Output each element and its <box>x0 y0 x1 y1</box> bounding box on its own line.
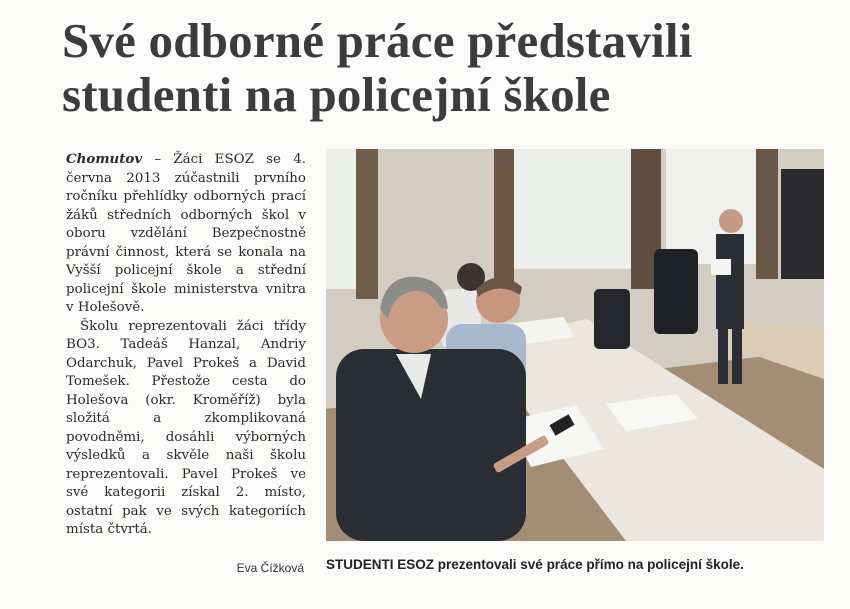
headline-line-2: studenti na policejní škole <box>62 67 611 122</box>
photo-presenter-head <box>719 209 743 233</box>
photo-presenter-leg-1 <box>718 324 728 384</box>
article-photo <box>326 149 824 541</box>
photo-window-right <box>666 149 758 264</box>
headline <box>62 14 822 122</box>
article-paragraph-1-text: – Žáci ESOZ se 4. června 2013 zúčastnili prvního ročníku přehlídky odborných prací žáků středních odborných škol v oboru vzdělání Bezpečnostně právní činnost, která se konala na Vyšší policejní škole a střední policejní škole ministerstva vnitra v Holešově. <box>66 152 306 315</box>
article-paragraph-1 <box>66 150 306 318</box>
photo-presenter-body <box>716 234 744 329</box>
photo-curtain-4 <box>756 149 778 279</box>
photo-caption <box>326 557 826 572</box>
article-body <box>66 150 306 540</box>
photo-person-front-body <box>336 349 526 541</box>
photo-chair-2 <box>594 289 630 349</box>
photo-curtain-1 <box>356 149 378 299</box>
photo-presenter-leg-2 <box>732 324 742 384</box>
photo-presenter-paper <box>711 259 731 275</box>
photo-chair-1 <box>654 249 698 334</box>
caption-text: prezentovali své práce přímo na policejní škole. <box>434 557 744 572</box>
byline: Eva Čížková <box>236 561 304 575</box>
photo-curtain-2 <box>494 149 514 284</box>
headline-line-1: Své odborné práce představili <box>62 13 693 68</box>
caption-lead: STUDENTI ESOZ <box>326 557 435 572</box>
photo-board <box>781 169 824 279</box>
classroom-photo-illustration <box>326 149 824 541</box>
photo-window-center <box>514 149 634 269</box>
article-dateline: Chomutov <box>66 151 143 167</box>
article-paragraph-2: Školu reprezentovali žáci třídy BO3. Tadeáš Hanzal, Andriy Odarchuk, Pavel Prokeš a David Tomešek. Přestože cesta do Holešova (okr. Kroměříž) byla složitá a zkomplikovaná povodněmi, dosáhli výborných výsledků a skvěle naši školu reprezentovali. Pavel Prokeš ve své kategorii získal 2. místo, ostatní pak ve svých kategoriích místa čtvrtá. <box>66 318 306 537</box>
